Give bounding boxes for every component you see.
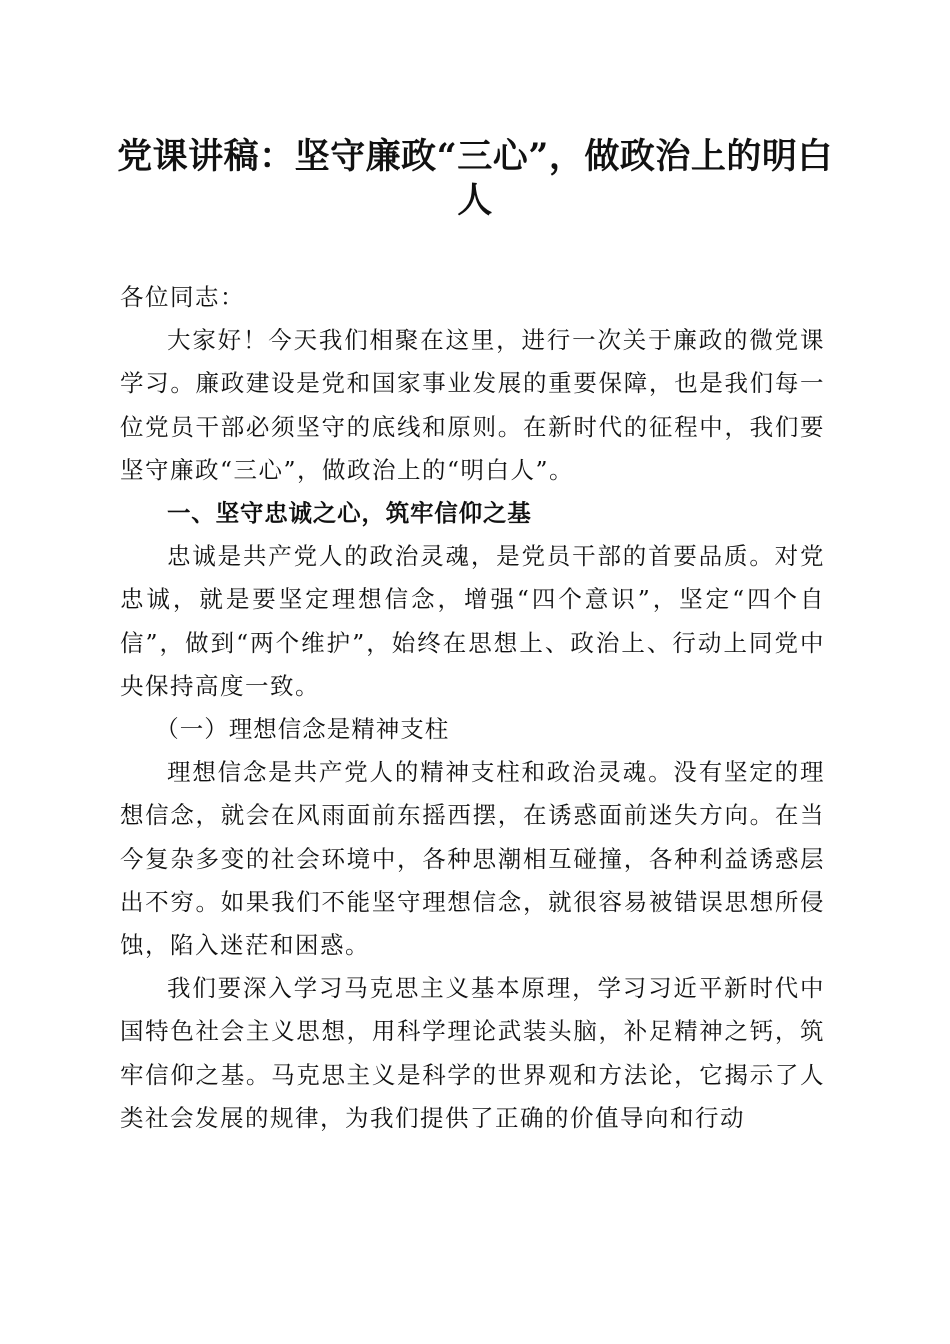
document-body bbox=[120, 276, 825, 1140]
document-title: 党课讲稿：坚守廉政“三心”，做政治上的明白人 bbox=[117, 136, 833, 221]
intro-paragraph: 大家好！今天我们相聚在这里，进行一次关于廉政的微党课学习。廉政建设是党和国家事业发展的重要保障，也是我们每一位党员干部必须坚守的底线和原则。在新时代的征程中，我们要坚守廉政“三心”，做政治上的“明白人”。 bbox=[120, 326, 825, 484]
section-1-paragraph: 忠诚是共产党人的政治灵魂，是党员干部的首要品质。对党忠诚，就是要坚定理想信念，增强“四个意识”，坚定“四个自信”，做到“两个维护”，始终在思想上、政治上、行动上同党中央保持高度一致。 bbox=[120, 542, 825, 700]
subsection-heading-1: （一）理想信念是精神支柱 bbox=[155, 715, 450, 744]
section-heading-1: 一、坚守忠诚之心，筑牢信仰之基 bbox=[167, 499, 532, 528]
greeting: 各位同志： bbox=[120, 283, 245, 311]
subsection-1-paragraph-1: 理想信念是共产党人的精神支柱和政治灵魂。没有坚定的理想信念，就会在风雨面前东摇西摆，在诱惑面前迷失方向。在当今复杂多变的社会环境中，各种思潮相互碰撞，各种利益诱惑层出不穷。如果我们不能坚守理想信念，就很容易被错误思想所侵蚀，陷入迷茫和困惑。 bbox=[120, 758, 825, 960]
subsection-1-paragraph-2: 我们要深入学习马克思主义基本原理，学习习近平新时代中国特色社会主义思想，用科学理论武装头脑，补足精神之钙，筑牢信仰之基。马克思主义是科学的世界观和方法论，它揭示了人类社会发展的规律，为我们提供了正确的价值导向和行动 bbox=[120, 974, 825, 1132]
